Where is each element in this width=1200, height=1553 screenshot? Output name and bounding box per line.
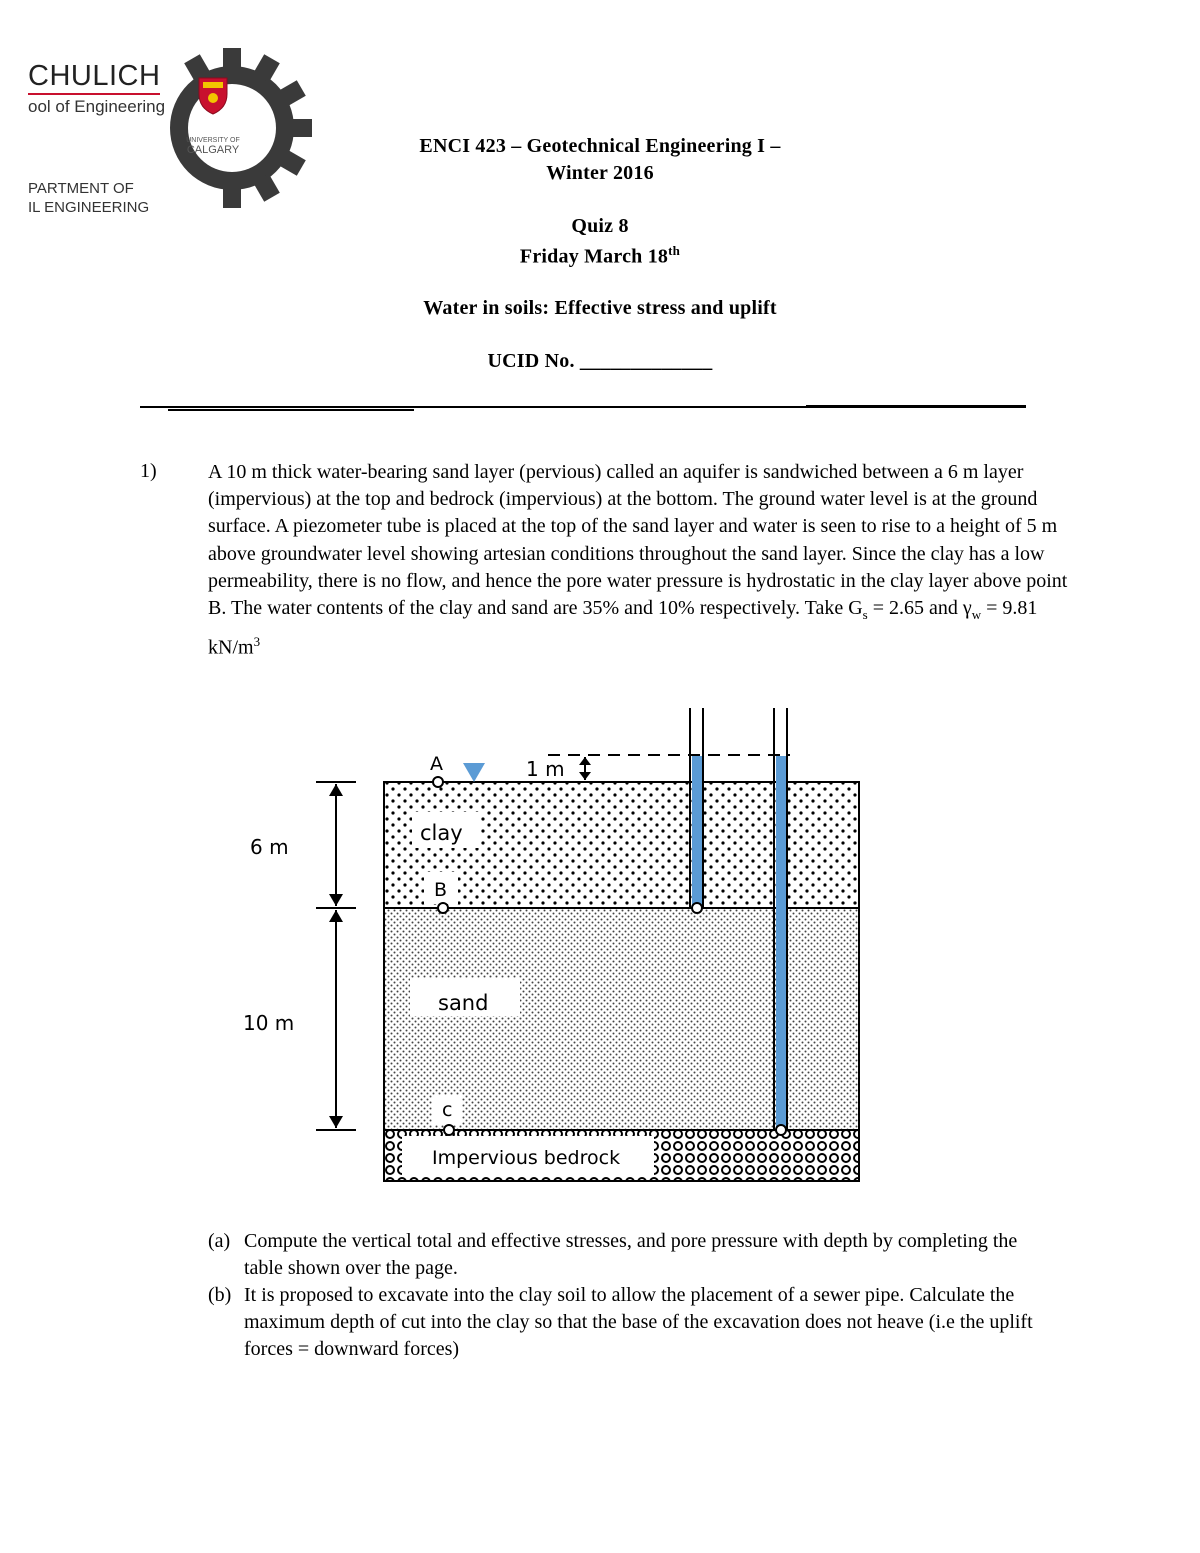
point-c-marker <box>444 1125 454 1135</box>
part-b <box>208 1282 1048 1364</box>
quiz-date-sup: th <box>668 243 681 258</box>
part-a-text: Compute the vertical total and effective stresses, and pore pressure with depth by completing the table shown over the page. <box>244 1230 1018 1280</box>
dimension-6m-arrow <box>316 782 356 908</box>
point-b-marker <box>438 903 448 913</box>
dimension-10m-arrow <box>316 910 356 1130</box>
quiz-date-main: Friday March 18 <box>519 245 669 268</box>
point-a-marker <box>433 777 443 787</box>
part-b-label: (b) <box>208 1284 232 1306</box>
course-title: ENCI 423 – Geotechnical Engineering I – <box>419 135 781 157</box>
sand-label: sand <box>438 991 489 1015</box>
water-table-icon <box>463 763 485 782</box>
logo-school-sub: ool of Engineering <box>28 97 166 116</box>
header-divider-accent-right <box>806 405 1026 407</box>
gamma-w-value: = 9.81 kN/m <box>208 597 1038 659</box>
quiz-number: Quiz 8 <box>571 215 629 237</box>
logo-university: UNIVERSITY OF <box>186 137 240 144</box>
dimension-6m-label: 6 m <box>250 835 289 859</box>
part-a-label: (a) <box>208 1230 231 1252</box>
dimension-10m-label: 10 m <box>243 1011 295 1035</box>
term: Winter 2016 <box>546 162 654 184</box>
point-b-label: B <box>434 879 448 901</box>
dimension-1m-arrow <box>579 757 591 780</box>
logo-school-name: CHULICH <box>28 60 161 92</box>
logo-dept-line1: PARTMENT OF <box>28 180 134 197</box>
quiz-topic: Water in soils: Effective stress and uplift <box>423 297 777 319</box>
clay-label: clay <box>420 821 463 845</box>
gs-value: = 2.65 and γ <box>867 597 972 620</box>
logo-rule <box>28 93 160 95</box>
gear-icon <box>170 48 312 208</box>
header-divider-accent-left <box>168 409 414 411</box>
question-number: 1) <box>140 460 157 482</box>
quiz-date <box>300 243 900 269</box>
bedrock-label: Impervious bedrock <box>432 1147 621 1169</box>
gs-subscript: s <box>862 607 868 623</box>
question-text: A 10 m thick water-bearing sand layer (pervious) called an aquifer is sandwiched between a 6 m layer (impervious) at the top and bedrock (impervious) at the bottom. The ground water level is at the ground surface. A piezometer tube is placed at the top of the sand layer and water is seen to rise to a height of 5 m above groundwater level showing artesian conditions throughout the sand layer. Since the clay has a low permeability, there is no flow, and hence the pore water pressure is hydrostatic in the clay layer above point B. The water contents of the clay and sand are 35% and 10% respectively. Take G <box>208 461 1068 620</box>
soil-profile-diagram <box>220 700 900 1200</box>
logo-university-name: CALGARY <box>186 144 240 156</box>
unit-superscript: 3 <box>253 634 261 650</box>
part-b-text: It is proposed to excavate into the clay soil to allow the placement of a sewer pipe. Calculate the maximum depth of cut into the clay so that the base of the excavation does not heave (i.e the uplift forces = downward forces) <box>244 1284 1033 1361</box>
question-body <box>208 459 1068 662</box>
ucid-field[interactable]: UCID No. _____________ <box>487 350 713 372</box>
part-a <box>208 1228 1048 1282</box>
point-c-label: c <box>442 1099 453 1121</box>
gamma-w-subscript: w <box>971 607 982 623</box>
dimension-1m-label: 1 m <box>526 757 565 781</box>
logo-dept-line2: IL ENGINEERING <box>28 199 150 216</box>
schulich-logo <box>0 28 320 228</box>
point-a-label: A <box>430 753 443 775</box>
